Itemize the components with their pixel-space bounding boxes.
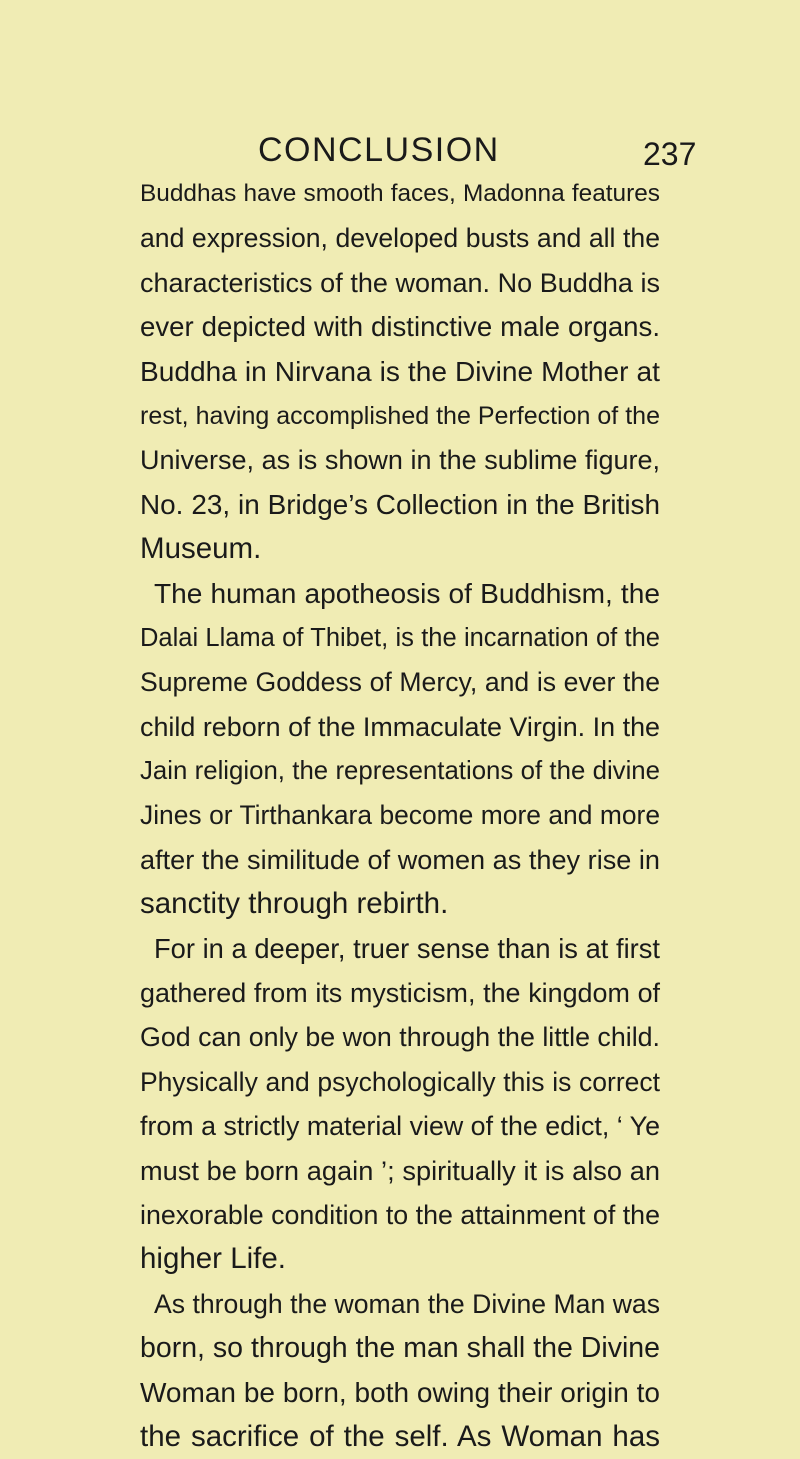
text-line: ever depicted with distinctive male organs.: [140, 311, 660, 343]
text-line: born, so through the man shall the Divine: [140, 1332, 660, 1365]
text-line: inexorable condition to the attainment of the: [140, 1199, 660, 1230]
text-line: The human apotheosis of Buddhism, the: [154, 577, 660, 609]
text-line: God can only be won through the little child.: [140, 1022, 660, 1053]
text-line: characteristics of the woman. No Buddha is: [140, 267, 660, 298]
text-line: the sacrifice of the self. As Woman has: [140, 1419, 660, 1453]
text-line: gathered from its mysticism, the kingdom of: [140, 978, 660, 1009]
text-line: Buddhas have smooth faces, Madonna features: [140, 180, 660, 207]
text-line: No. 23, in Bridge’s Collection in the British: [140, 488, 660, 520]
text-line: sanctity through rebirth.: [140, 887, 449, 921]
text-line: must be born again ’; spiritually it is also an: [140, 1154, 660, 1186]
body-text: [140, 172, 660, 1459]
text-line: Buddha in Nirvana is the Divine Mother at: [140, 355, 660, 387]
text-line: Jines or Tirthankara become more and more: [140, 800, 660, 831]
text-line: As through the woman the Divine Man was: [154, 1288, 660, 1319]
text-line: Dalai Llama of Thibet, is the incarnation of the: [140, 623, 660, 652]
text-line: Museum.: [140, 532, 262, 566]
text-line: rest, having accomplished the Perfection of the: [140, 401, 660, 430]
text-line: For in a deeper, truer sense than is at first: [154, 932, 660, 964]
page-number: 237: [643, 136, 697, 172]
text-line: child reborn of the Immaculate Virgin. In the: [140, 711, 660, 742]
running-head: [0, 130, 800, 170]
text-line: Supreme Goddess of Mercy, and is ever the: [140, 667, 660, 698]
text-line: Physically and psychologically this is correct: [140, 1066, 660, 1097]
text-line: Jain religion, the representations of the divine: [140, 757, 660, 786]
text-line: higher Life.: [140, 1242, 286, 1276]
text-line: Woman be born, both owing their origin to: [140, 1376, 660, 1408]
text-line: Universe, as is shown in the sublime figure,: [140, 445, 660, 476]
text-line: from a strictly material view of the edict, ‘ Ye: [140, 1111, 660, 1142]
chapter-title: CONCLUSION: [258, 131, 500, 169]
text-line: after the similitude of women as they rise in: [140, 843, 660, 875]
text-line: and expression, developed busts and all the: [140, 223, 660, 254]
